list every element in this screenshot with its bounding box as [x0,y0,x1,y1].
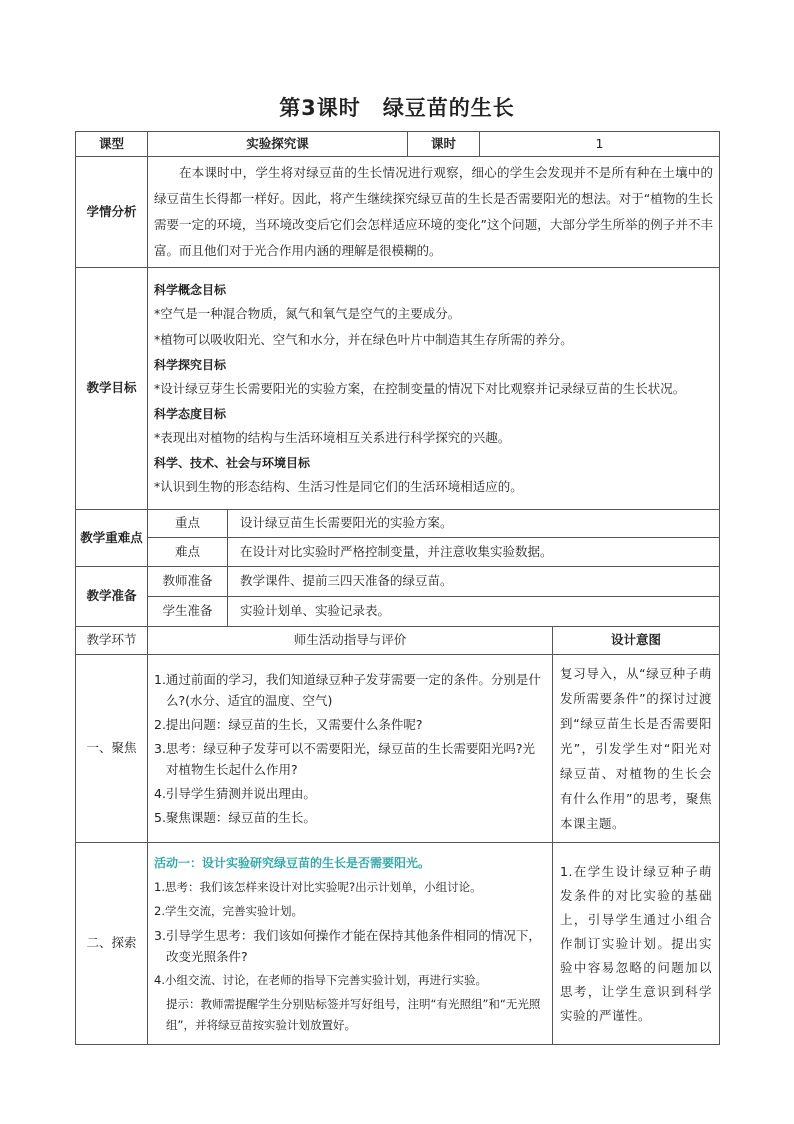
key-label: 重点 [148,510,228,538]
type-label: 课型 [76,132,148,157]
stse-goal-heading: 科学、技术、社会与环境目标 [154,455,311,470]
goals-row [76,268,720,510]
list-item: 3.思考：绿豆种子发芽可以不需要阳光，绿豆苗的生长需要阳光吗?光对植物生长起什么作用? [154,741,536,777]
hard-label: 难点 [148,538,228,567]
teacher-note: 提示：教师需提醒学生分别贴标签并写好组号，注明“有光照组”和“无光照组”，并将绿豆苗按实验计划放置好。 [166,996,541,1032]
list-item: 5.聚焦课题：绿豆苗的生长。 [154,810,316,825]
explore-row [76,843,720,1045]
type-value: 实验探究课 [148,132,408,157]
list-item: 1.通过前面的学习，我们知道绿豆种子发芽需要一定的条件。分别是什么?(水分、适宜的温度、空气) [154,672,541,708]
analysis-text: 在本课时中，学生将对绿豆苗的生长情况进行观察，细心的学生会发现并不是所有种在土壤中的绿豆苗生长得都一样好。因此，将产生继续探究绿豆苗的生长是否需要阳光的想法。对于“植物的生长需要一定的环境，当环境改变后它们会怎样适应环境的变化”这个问题，大部分学生所举的例子并不丰富。而且他们对于光合作用内涵的理解是很模糊的。 [148,157,720,268]
keypoint-row [76,510,720,538]
explore-label: 二、探索 [76,843,148,1045]
focus-activities [148,655,553,843]
info-row [76,132,720,157]
list-item: 1.思考：我们该怎样来设计对比实验呢?出示计划单，小组讨论。 [154,879,482,894]
hard-text: 在设计对比实验时严格控制变量，并注意收集实验数据。 [228,538,720,567]
concept-goal-item: *空气是一种混合物质，氮气和氧气是空气的主要成分。 [154,305,461,321]
teacher-prep-row [76,567,720,597]
intent-header: 设计意图 [553,627,720,655]
list-item: 3.引导学生思考：我们该如何操作才能在保持其他条件相同的情况下，改变光照条件? [154,927,541,964]
explore-intent: 1.在学生设计绿豆种子萌发条件的对比实验的基础上，引导学生通过小组合作制订实验计划。提出实验中容易忽略的问题加以思考，让学生意识到科学实验的严谨性。 [553,843,720,1045]
list-item: 4.引导学生猜测并说出理由。 [154,786,316,801]
teacher-prep-text: 教学课件、提前三四天准备的绿豆苗。 [228,567,720,597]
prep-label: 教学准备 [76,567,148,627]
stse-goal-item: *认识到生物的形态结构、生活习性是同它们的生活环境相适应的。 [154,478,523,494]
focus-label: 一、聚焦 [76,655,148,843]
lesson-plan-table [75,131,720,1045]
activity-title: 活动一：设计实验研究绿豆苗的生长是否需要阳光。 [154,855,431,870]
stage-header: 教学环节 [76,627,148,655]
key-text: 设计绿豆苗生长需要阳光的实验方案。 [228,510,720,538]
concept-goal-heading: 科学概念目标 [154,282,227,297]
goals-content [148,268,720,510]
page-title [0,92,794,122]
analysis-row [76,157,720,268]
student-prep-row [76,597,720,627]
focus-intent: 复习导入，从“绿豆种子萌发所需要条件”的探讨过渡到“绿豆苗生长是否需要阳光”，引发学生对“阳光对绿豆苗、对植物的生长会有什么作用”的思考，聚焦本课主题。 [553,655,720,843]
student-prep-text: 实验计划单、实验记录表。 [228,597,720,627]
explore-activities [148,843,553,1045]
difficulty-row [76,538,720,567]
inquiry-goal-item: *设计绿豆芽生长需要阳光的实验方案，在控制变量的情况下对比观察并记录绿豆苗的生长状况。 [154,380,686,396]
goals-label: 教学目标 [76,268,148,510]
concept-goal-item: *植物可以吸收阳光、空气和水分，并在绿色叶片中制造其生存所需的养分。 [154,331,573,347]
hours-value: 1 [480,132,720,157]
attitude-goal-heading: 科学态度目标 [154,406,227,421]
attitude-goal-item: *表现出对植物的结构与生活环境相互关系进行科学探究的兴趣。 [154,429,511,445]
activity-header: 师生活动指导与评价 [148,627,553,655]
list-item: 2.提出问题：绿豆苗的生长，又需要什么条件呢? [154,717,423,732]
process-header-row [76,627,720,655]
keypoints-label: 教学重难点 [76,510,148,567]
list-item: 2.学生交流，完善实验计划。 [154,903,303,918]
hours-label: 课时 [408,132,480,157]
inquiry-goal-heading: 科学探究目标 [154,357,227,372]
lesson-topic: 绿豆苗的生长 [382,96,515,120]
lesson-number: 第3课时 [279,96,361,120]
analysis-label: 学情分析 [76,157,148,268]
student-prep-label: 学生准备 [148,597,228,627]
focus-row [76,655,720,843]
list-item: 4.小组交流、讨论，在老师的指导下完善实验计划，再进行实验。 [154,972,487,987]
teacher-prep-label: 教师准备 [148,567,228,597]
